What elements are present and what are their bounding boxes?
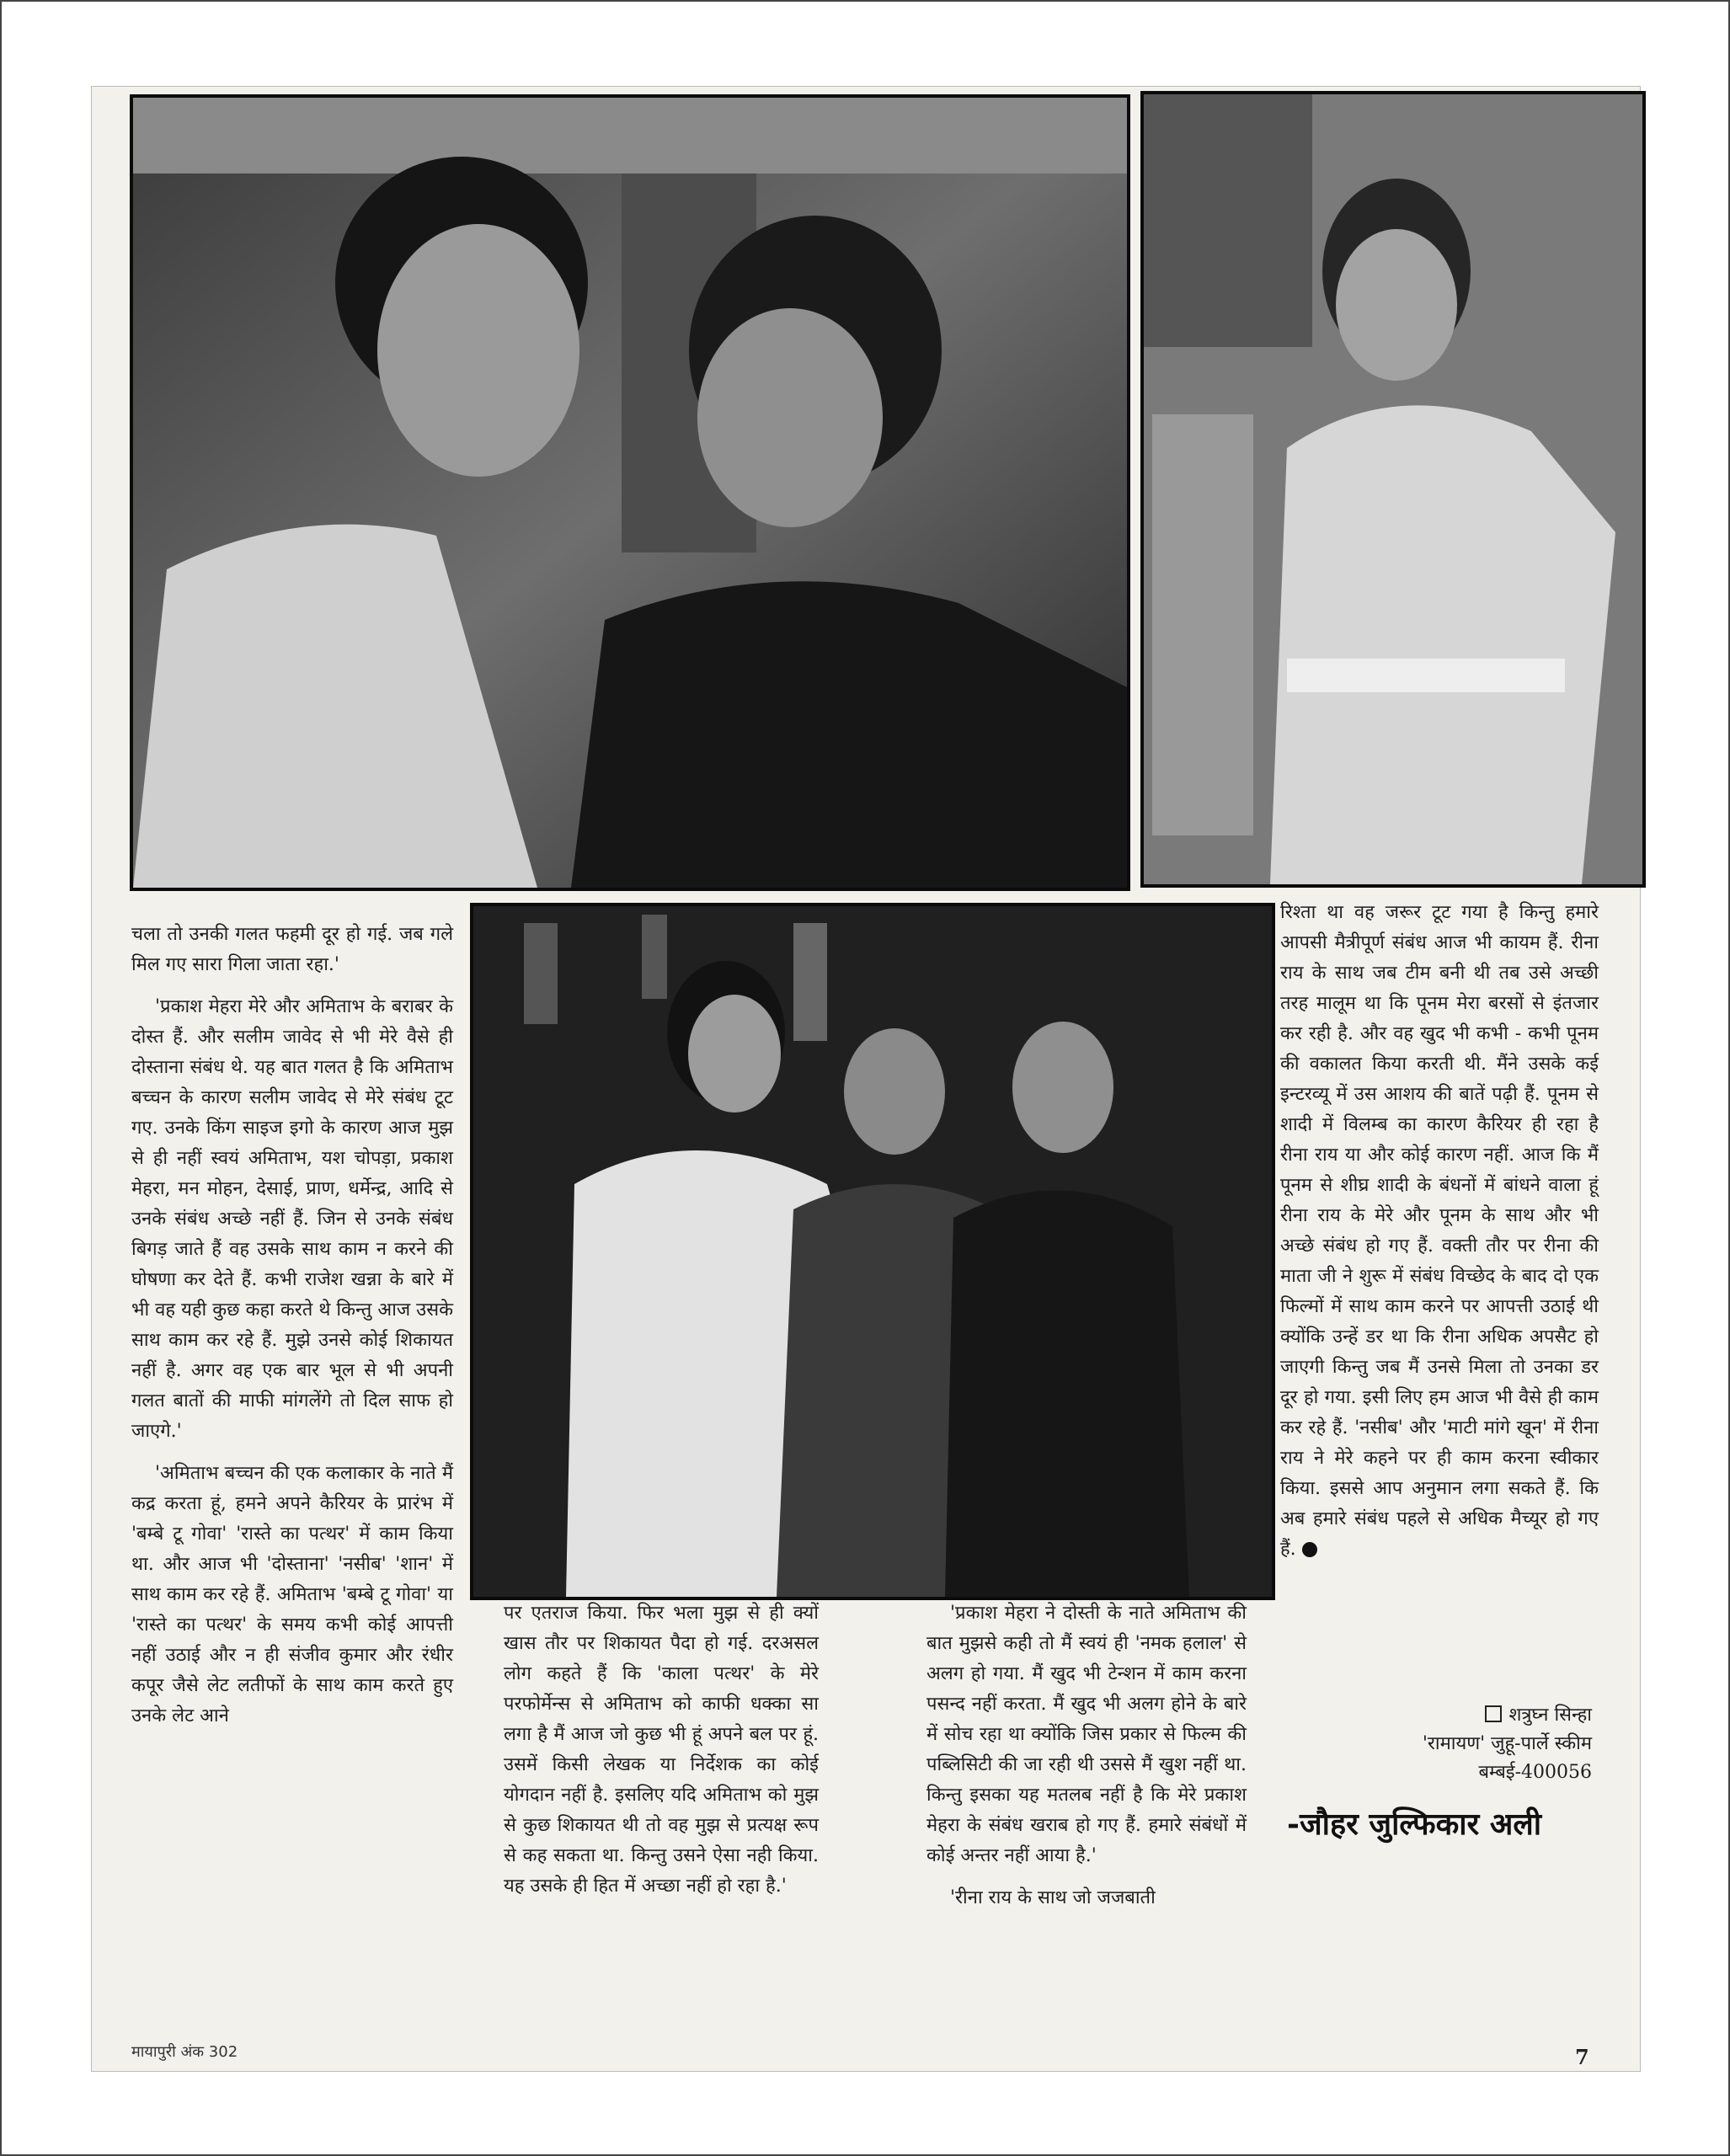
- paragraph: चला तो उनकी गलत फहमी दूर हो गई. जब गले मिल गए सारा गिला जाता रहा.': [131, 924, 454, 975]
- paragraph: 'प्रकाश मेहरा ने दोस्ती के नाते अमिताभ की बात मुझसे कही तो मैं स्वयं ही 'नमक हलाल' से अलग हो गया. मैं खुद भी टेन्शन में काम करना पसन्द नहीं करता. मैं खुद भी अलग होने के बारे में सोच रहा था क्योंकि जिस प्रकार से फिल्म की पब्लिसिटी की जा रही थी उससे मैं खुश नहीं था. किन्तु इसका यह मतलब नहीं है कि मेरे प्रकाश मेहरा के संबंध खराब हो गए हैं. हमारे संबंधों में कोई अन्तर नहीं आया है.': [926, 1603, 1247, 1866]
- paragraph-text: रिश्ता था वह जरूर टूट गया है किन्तु हमारे आपसी मैत्रीपूर्ण संबंध आज भी कायम हैं. रीना राय के साथ जब टीम बनी थी तब उसे अच्छी तरह मालूम था कि पूनम मेरा बरसों से इंतजार कर रही है. और वह खुद भी कभी - कभी पूनम की वकालत किया करती थी. मैंने उसके कई इन्टरव्यू में उस आशय की बातें पढ़ी हैं. पूनम से शादी में विलम्ब का कारण कैरियर ही रहा है रीना राय या और कोई कारण नहीं. आज कि मैं पूनम से शीघ्र शादी के बंधनों में बांधने वाला हूं रीना राय के मेरे और पूनम के साथ और भी अच्छे संबंध हो गए हैं. वक्ती तौर पर रीना की माता जी ने शुरू में संबंध विच्छेद के बाद दो एक फिल्मों में साथ काम करने पर आपत्ती उठाई थी क्योंकि उन्हें डर था कि रीना अधिक अपसैट हो जाएगी किन्तु जब मैं उनसे मिला तो उनका डर दूर हो गया. इसी लिए हम आज भी वैसे ही काम कर रहे हैं. 'नसीब' और 'माटी मांगे खून' में रीना राय ने मेरे कहने पर ही काम करना स्वीकार किया. इससे आप अनुमान लगा सकते हैं. कि अब हमारे संबंध पहले से अधिक मैच्यूर हो गए हैं.: [1280, 902, 1599, 1560]
- footer-publication: मायापुरी अंक 302: [131, 2043, 238, 2061]
- paragraph: 'प्रकाश मेहरा मेरे और अमिताभ के बराबर के दोस्त हैं. और सलीम जावेद से भी मेरे वैसे ही दोस्ताना संबंध थे. यह बात गलत है कि अमिताभ बच्चन के कारण सलीम जावेद से मेरे संबंध टूट गए. उनके किंग साइज इगो के कारण आज मुझ से ही नहीं स्वयं अमिताभ, यश चोपड़ा, प्रकाश मेहरा, मन मोहन, देसाई, प्राण, धर्मेन्द्र, आदि से उनके संबंध अच्छे नहीं हैं. जिन से उनके संबंध बिगड़ जाते हैं वह उसके साथ काम न करने की घोषणा कर देते हैं. कभी राजेश खन्ना के बारे में भी वह यही कुछ कहा करते थे किन्तु आज उसके साथ काम कर रहे हैं. मुझे उनसे कोई शिकायत नहीं है. अगर वह एक बार भूल से भी अपनी गलत बातों की माफी मांगलेंगे तो दिल साफ हो जाएगे.': [131, 996, 453, 1442]
- text-column-1: [131, 920, 453, 1732]
- text-column-3: [926, 1598, 1247, 1913]
- photo-police-uniform-image: [1144, 94, 1642, 884]
- photo-amitabh-shatrughan-image: [133, 98, 1127, 888]
- paragraph: पर एतराज किया. फिर भला मुझ से ही क्यों खास तौर पर शिकायत पैदा हो गई. दरअसल लोग कहते हैं कि 'काला पत्थर' के मेरे परफोर्मेन्स से अमिताभ को काफी धक्का सा लगा है मैं आज जो कुछ भी हूं अपने बल पर हूं. उसमें किसी लेखक या निर्देशक का कोई योगदान नहीं है. इसलिए यदि अमिताभ को मुझ से कुछ शिकायत थी तो वह मुझ से प्रत्यक्ष रूप से कह सकता था. किन्तु उसने ऐसा नही किया. यह उसके ही हित में अच्छा नहीं हो रहा है.': [504, 1603, 819, 1897]
- author-byline: -जौहर जुल्फिकार अली: [1287, 1806, 1542, 1842]
- photo-police-uniform: [1140, 91, 1646, 888]
- credit-address: 'रामायण' जुहू-पार्ले स्कीम: [1422, 1733, 1592, 1754]
- square-box-icon: [1485, 1705, 1502, 1722]
- credit-city: बम्बई-400056: [1478, 1762, 1592, 1783]
- credit-block: [1314, 1701, 1592, 1787]
- paragraph: 'अमिताभ बच्चन की एक कलाकार के नाते मैं कद्र करता हूं, हमने अपने कैरियर के प्रारंभ में 'बम्बे टू गोवा' 'रास्ते का पत्थर' में काम किया था. और आज भी 'दोस्ताना' 'नसीब' 'शान' में साथ काम कर रहे हैं. अमिताभ 'बम्बे टू गोवा' या 'रास्ते का पत्थर' के समय कभी कोई आपत्ती नहीं उठाई और न ही संजीव कुमार और रंधीर कपूर जैसे लेट लतीफों के साथ काम करते हुए उनके लेट आने: [131, 1463, 453, 1726]
- photo-film-still-image: [473, 906, 1272, 1597]
- text-column-4: [1280, 898, 1599, 1565]
- paragraph: [1280, 898, 1599, 1565]
- credit-name: शत्रुघ्न सिन्हा: [1508, 1705, 1592, 1726]
- credit-name-line: [1314, 1701, 1592, 1730]
- photo-amitabh-shatrughan: [130, 94, 1130, 891]
- page-number: 7: [1575, 2045, 1589, 2069]
- end-mark-icon: [1302, 1542, 1317, 1557]
- paragraph: 'रीना राय के साथ जो जजबाती: [950, 1887, 1156, 1908]
- text-column-2: [504, 1598, 819, 1902]
- photo-film-still-three-men: [470, 903, 1275, 1600]
